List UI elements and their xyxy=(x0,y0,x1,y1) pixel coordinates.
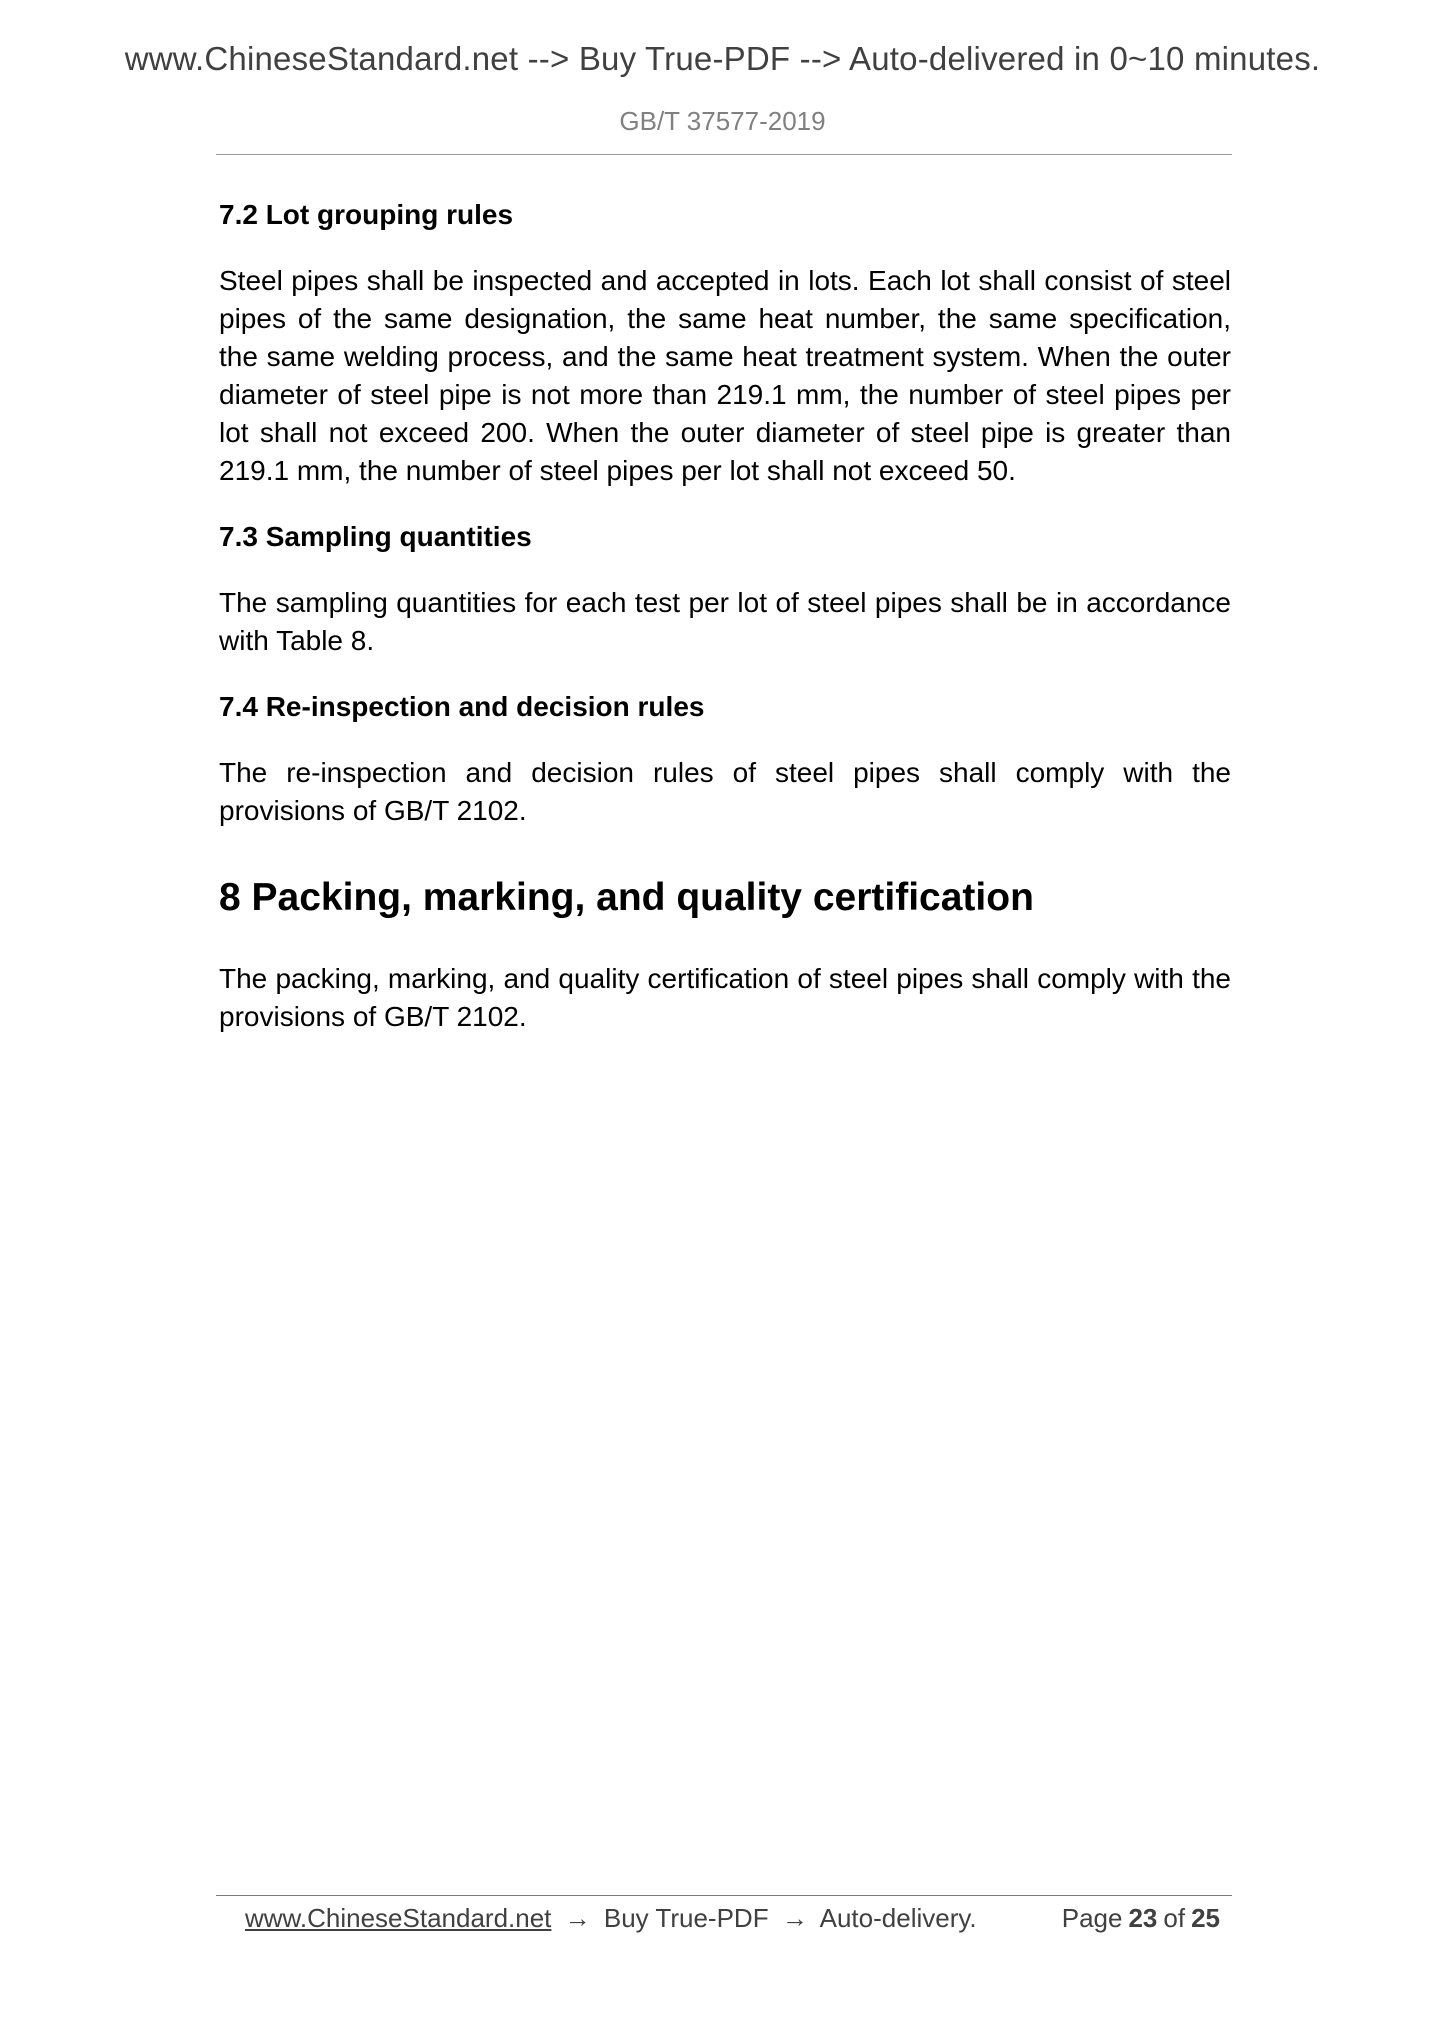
paragraph-7-2: Steel pipes shall be inspected and accepted in lots. Each lot shall consist of steel pipes of the same designation, the same heat number, the same specification, the same welding process, and the same heat treatment system. When the outer diameter of steel pipe is not more than 219.1 mm, the number of steel pipes per lot shall not exceed 200. When the outer diameter of steel pipe is greater than 219.1 mm, the number of steel pipes per lot shall not exceed 50. xyxy=(219,265,1231,486)
footer-buy-text: Buy True-PDF xyxy=(603,1903,769,1933)
paragraph-7-3: The sampling quantities for each test per lot of steel pipes shall be in accordance with Table 8. xyxy=(219,587,1231,656)
page-of: of xyxy=(1163,1903,1186,1933)
standard-code: GB/T 37577-2019 xyxy=(619,106,826,136)
footer-divider xyxy=(216,1895,1232,1896)
page-current: 23 xyxy=(1128,1903,1158,1933)
heading-7-2: 7.2 Lot grouping rules xyxy=(219,199,514,230)
page-footer xyxy=(245,1900,1230,1936)
document-body xyxy=(219,196,1231,1064)
footer-site-link[interactable]: www.ChineseStandard.net xyxy=(245,1903,552,1933)
heading-7-3: 7.3 Sampling quantities xyxy=(219,521,532,552)
footer-delivery-text: Auto-delivery. xyxy=(819,1903,977,1933)
page-label: Page xyxy=(1061,1903,1123,1933)
arrow-right-icon: → xyxy=(564,1903,591,1933)
site-banner: www.ChineseStandard.net --> Buy True-PDF --> Auto-delivered in 0~10 minutes. xyxy=(124,40,1321,77)
paragraph-8: The packing, marking, and quality certification of steel pipes shall comply with the provisions of GB/T 2102. xyxy=(219,963,1231,1032)
header-divider xyxy=(216,154,1232,155)
arrow-right-icon: → xyxy=(781,1903,808,1933)
page-total: 25 xyxy=(1191,1903,1220,1933)
heading-8: 8 Packing, marking, and quality certification xyxy=(219,876,1034,919)
paragraph-7-4: The re-inspection and decision rules of steel pipes shall comply with the provisions of GB/T 2102. xyxy=(219,757,1231,826)
heading-7-4: 7.4 Re-inspection and decision rules xyxy=(219,691,705,722)
page-number xyxy=(1062,1900,1226,1936)
